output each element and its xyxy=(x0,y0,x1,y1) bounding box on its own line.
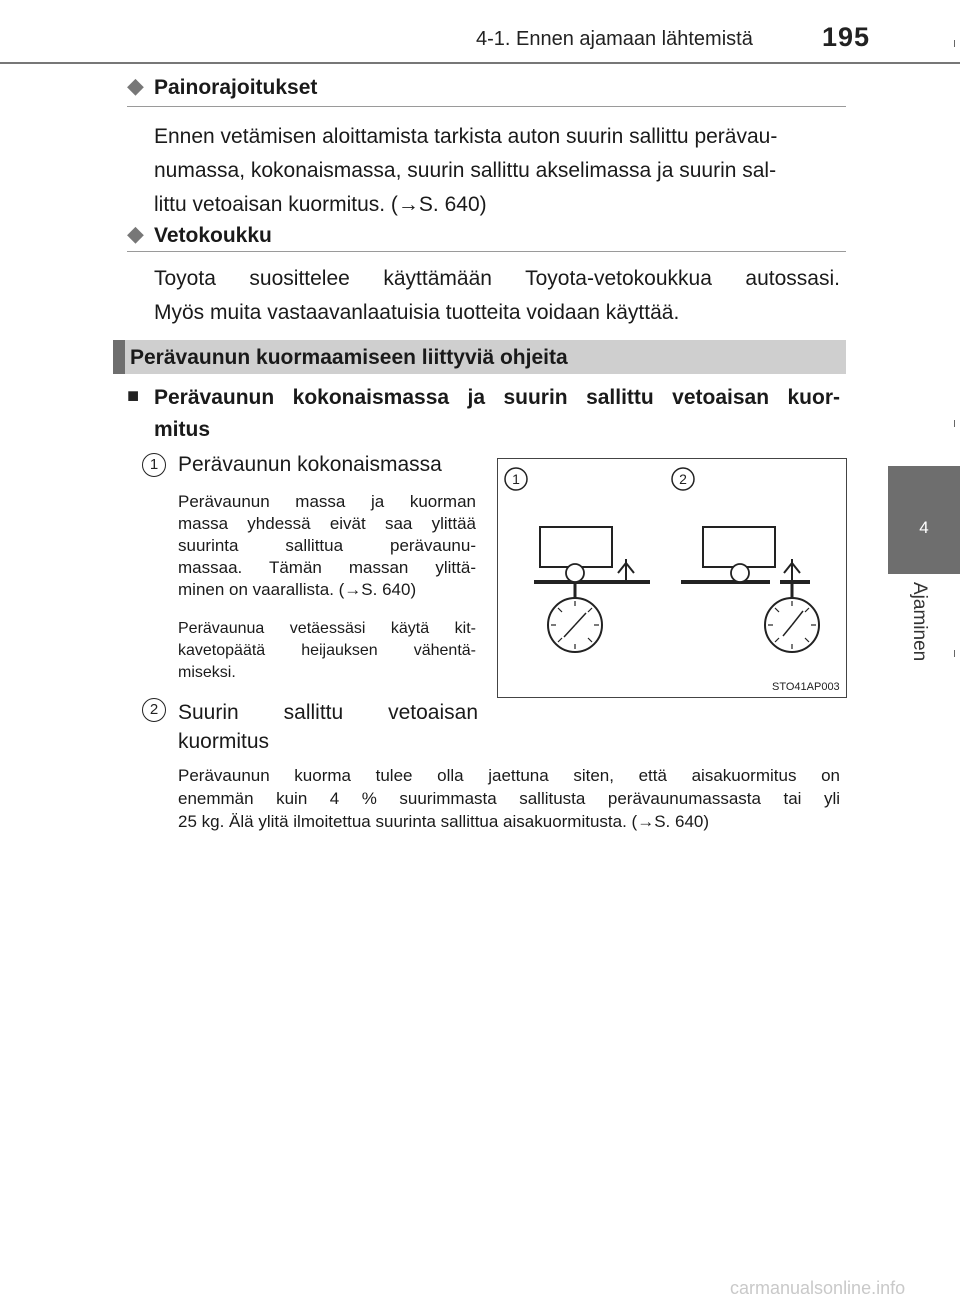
title-line: Suurin sallittu vetoaisan xyxy=(178,701,478,724)
text-line: numassa, kokonaismassa, suurin sallittu akselimassa ja suurin sal- xyxy=(154,159,777,182)
square-bullet-icon: ■ xyxy=(127,385,140,407)
text-line: enemmän kuin 4 % suurimmasta sallitusta perävaunumassasta tai yli xyxy=(178,789,840,808)
section-rule xyxy=(127,106,846,107)
text-line: Perävaunun massa ja kuorman xyxy=(178,492,476,511)
chapter-number: 4 xyxy=(919,518,929,537)
figure-code: STO41AP003 xyxy=(772,681,840,693)
edge-tick xyxy=(954,40,955,47)
figure-label-1: 1 xyxy=(512,471,520,487)
watermark-text: carmanualsonline.info xyxy=(730,1278,906,1298)
edge-tick xyxy=(954,420,955,427)
page-number: 195 xyxy=(822,22,871,52)
text-line: minen on vaarallista. (→S. 640) xyxy=(178,580,417,599)
section-heading-towbar: Vetokoukku xyxy=(154,224,272,247)
item1-note xyxy=(178,618,476,684)
text-line: Perävaunua vetäessäsi käytä kit- xyxy=(178,620,476,637)
text-line: Myös muita vastaavanlaatuisia tuotteita voidaan käyttää. xyxy=(154,301,680,324)
edge-tick xyxy=(954,650,955,657)
trailer-scale-left xyxy=(534,527,650,652)
section-text-towbar xyxy=(154,262,840,330)
text-line: Toyota suosittelee käyttämään Toyota-vetokoukkua autossasi. xyxy=(154,267,840,290)
text-line: miseksi. xyxy=(178,664,236,681)
text-line: massa yhdessä eivät saa ylittää xyxy=(178,514,476,533)
item-number-1: 1 xyxy=(142,453,166,477)
header-rule xyxy=(0,62,960,64)
title-line: mitus xyxy=(154,418,211,441)
trailer-box-icon xyxy=(703,527,775,567)
diamond-icon: ◆ xyxy=(127,221,144,246)
item1-paragraph xyxy=(178,491,476,601)
section-rule xyxy=(127,251,846,252)
section-heading-weight-limits: Painorajoitukset xyxy=(154,76,318,99)
trailer-box-icon xyxy=(540,527,612,567)
trailer-scale-right xyxy=(681,527,819,652)
text-line: massaa. Tämän massan ylittä- xyxy=(178,558,476,577)
text-line: Perävaunun kuorma tulee olla jaettuna siten, että aisakuormitus on xyxy=(178,766,840,785)
item1-title: Perävaunun kokonaismassa xyxy=(178,453,442,476)
topic-band-title: Perävaunun kuormaamiseen liittyviä ohjeita xyxy=(130,346,568,369)
illustration-svg xyxy=(498,459,846,697)
header-title: 4-1. Ennen ajamaan lähtemistä xyxy=(476,28,753,50)
text-line: 25 kg. Älä ylitä ilmoitettua suurinta sallittua aisakuormitusta. (→S. 640) xyxy=(178,812,710,831)
figure-label-2: 2 xyxy=(679,471,687,487)
diamond-icon: ◆ xyxy=(127,73,144,98)
text-line: littu vetoaisan kuormitus. (→S. 640) xyxy=(154,193,487,216)
subsection-title xyxy=(154,382,840,446)
title-line: Perävaunun kokonaismassa ja suurin sallittu vetoaisan kuor- xyxy=(154,386,840,409)
item2-paragraph xyxy=(178,764,840,833)
text-line: suurinta sallittua perävaunu- xyxy=(178,536,476,555)
title-line: kuormitus xyxy=(178,730,270,753)
text-line: kavetopäätä heijauksen vähentä- xyxy=(178,642,476,659)
section-text-weight-limits xyxy=(154,120,846,222)
item2-title xyxy=(178,698,478,756)
wheel-icon xyxy=(731,564,749,582)
text-line: Ennen vetämisen aloittamista tarkista auton suurin sallittu perävau- xyxy=(154,125,778,148)
chapter-label: Ajaminen xyxy=(909,582,930,662)
wheel-icon xyxy=(566,564,584,582)
trailer-weight-illustration xyxy=(497,458,847,698)
item-number-2: 2 xyxy=(142,698,166,722)
